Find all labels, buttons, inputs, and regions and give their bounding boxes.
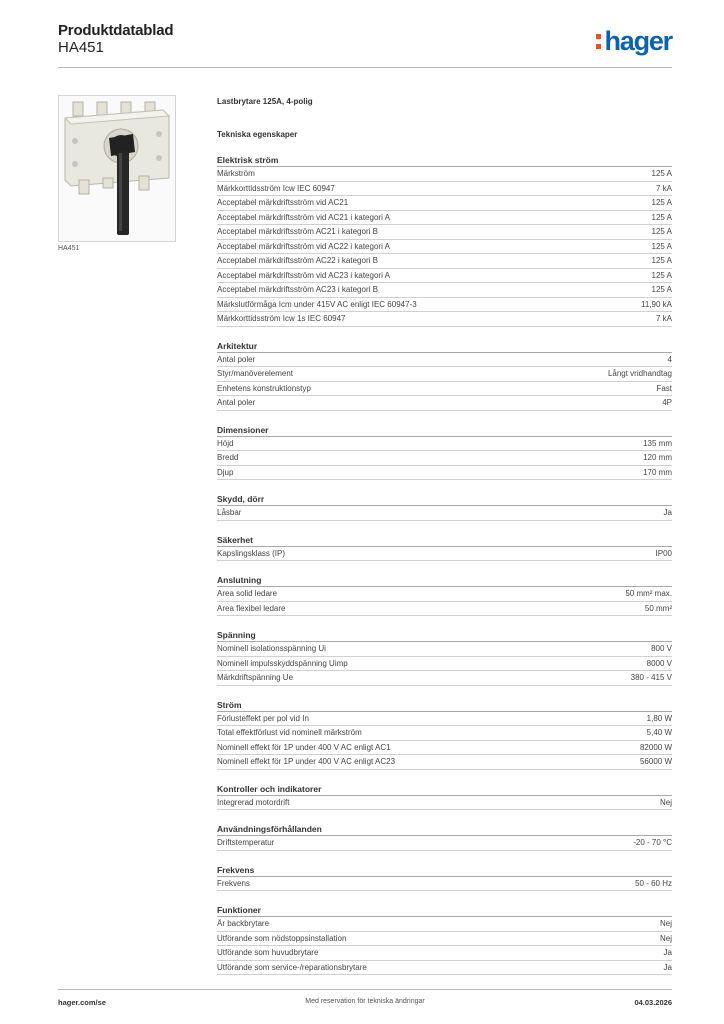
spec-value: 82000 W <box>639 742 672 752</box>
spec-section <box>217 154 672 327</box>
spec-value: 4 <box>667 354 672 364</box>
spec-section <box>217 493 672 521</box>
spec-section <box>217 534 672 562</box>
spec-value: 125 A <box>651 227 672 236</box>
spec-heading: Tekniska egenskaper <box>217 130 298 139</box>
spec-content <box>217 96 672 975</box>
spec-row <box>217 451 672 466</box>
spec-value: 1,80 W <box>646 713 672 723</box>
spec-row <box>217 946 672 961</box>
spec-row <box>217 396 672 411</box>
spec-value: 4P <box>662 398 672 407</box>
spec-value: Fast <box>656 383 672 393</box>
spec-value: 125 A <box>651 285 672 294</box>
section-title: Kontroller och indikatorer <box>217 783 672 796</box>
spec-value: 50 mm² max. <box>625 589 672 598</box>
section-title: Skydd, dörr <box>217 493 672 506</box>
section-title: Ström <box>217 699 672 712</box>
spec-value: 800 V <box>651 644 672 653</box>
spec-label: Acceptabel märkdriftsström vid AC23 i kategori A <box>217 270 390 280</box>
spec-value: 125 A <box>651 198 672 207</box>
spec-row <box>217 167 672 182</box>
spec-value: 125 A <box>651 169 672 178</box>
footer-date: 04.03.2026 <box>634 998 672 1007</box>
spec-label: Höjd <box>217 438 234 448</box>
spec-section <box>217 864 672 892</box>
spec-label: Acceptabel märkdriftsström vid AC21 <box>217 198 349 207</box>
spec-row <box>217 726 672 741</box>
spec-value: Nej <box>659 797 672 807</box>
spec-value: Långt vridhandtag <box>607 369 672 378</box>
spec-value: 8000 V <box>646 658 672 668</box>
spec-row <box>217 382 672 397</box>
section-title: Säkerhet <box>217 534 672 547</box>
spec-value: Ja <box>663 948 672 957</box>
product-code: HA451 <box>58 39 104 56</box>
spec-label: Utförande som service-/reparationsbrytare <box>217 962 367 972</box>
spec-row <box>217 877 672 892</box>
spec-label: Nominell effekt för 1P under 400 V AC enligt AC1 <box>217 742 391 752</box>
spec-label: Förlusteffekt per pol vid In <box>217 713 309 723</box>
spec-value: 125 A <box>651 241 672 251</box>
hager-logo <box>596 26 672 56</box>
page-header <box>58 22 672 70</box>
spec-row <box>217 353 672 368</box>
spec-value: 125 A <box>651 212 672 222</box>
spec-value: 125 A <box>651 256 672 265</box>
spec-value: Ja <box>663 962 672 972</box>
spec-row <box>217 602 672 617</box>
spec-value: Nej <box>659 919 672 928</box>
spec-label: Märkkorttidsström Icw 1s IEC 60947 <box>217 314 346 323</box>
spec-value: Nej <box>659 933 672 943</box>
spec-row <box>217 642 672 657</box>
section-title: Arkitektur <box>217 340 672 353</box>
spec-value: 120 mm <box>643 453 672 462</box>
spec-section <box>217 823 672 851</box>
section-title: Användningsförhållanden <box>217 823 672 836</box>
product-name: Lastbrytare 125A, 4-polig <box>217 97 313 106</box>
spec-label: Enhetens konstruktionstyp <box>217 383 311 393</box>
spec-row <box>217 269 672 284</box>
spec-label: Acceptabel märkdriftsström vid AC21 i kategori A <box>217 212 390 222</box>
spec-row <box>217 437 672 452</box>
spec-label: Area flexibel ledare <box>217 603 286 613</box>
spec-value: 380 - 415 V <box>630 673 672 682</box>
spec-value: -20 - 70 °C <box>633 838 672 847</box>
spec-section <box>217 340 672 411</box>
footer-divider <box>58 989 672 990</box>
spec-value: 5,40 W <box>646 728 672 737</box>
spec-label: Djup <box>217 467 234 477</box>
spec-label: Utförande som huvudbrytare <box>217 948 319 957</box>
spec-row <box>217 657 672 672</box>
spec-row <box>217 298 672 313</box>
spec-row <box>217 836 672 851</box>
logo-text: hager <box>604 26 672 56</box>
spec-value: 50 - 60 Hz <box>635 878 672 888</box>
spec-label: Märkström <box>217 169 255 178</box>
spec-section <box>217 904 672 975</box>
spec-section <box>217 629 672 686</box>
spec-row <box>217 755 672 770</box>
spec-sections <box>217 154 672 975</box>
spec-label: Acceptabel märkdriftsström vid AC22 i kategori A <box>217 241 390 251</box>
spec-row <box>217 225 672 240</box>
spec-label: Frekvens <box>217 878 250 888</box>
spec-label: Driftstemperatur <box>217 838 275 847</box>
footer-disclaimer: Med reservation för tekniska ändringar <box>305 998 425 1005</box>
load-switch-icon <box>59 96 175 241</box>
spec-section <box>217 783 672 811</box>
logo-dots-icon <box>596 31 602 51</box>
spec-row <box>217 196 672 211</box>
spec-label: Bredd <box>217 453 239 462</box>
spec-label: Acceptabel märkdriftsström AC21 i kategori B <box>217 227 378 236</box>
spec-row <box>217 506 672 521</box>
spec-label: Antal poler <box>217 398 256 407</box>
spec-section <box>217 699 672 770</box>
spec-row <box>217 796 672 811</box>
spec-row <box>217 961 672 976</box>
spec-label: Låsbar <box>217 508 242 517</box>
spec-label: Acceptabel märkdriftsström AC23 i kategori B <box>217 285 378 294</box>
spec-row <box>217 211 672 226</box>
spec-value: 125 A <box>651 270 672 280</box>
spec-label: Märkslutförmåga Icm under 415V AC enligt IEC 60947-3 <box>217 299 417 309</box>
spec-value: 50 mm² <box>644 603 672 613</box>
spec-value: 11,90 kA <box>641 299 672 309</box>
spec-row <box>217 712 672 727</box>
spec-row <box>217 917 672 932</box>
document-title: Produktdatablad <box>58 22 174 39</box>
spec-row <box>217 932 672 947</box>
footer-website: hager.com/se <box>58 998 106 1007</box>
spec-label: Integrerad motordrift <box>217 797 290 807</box>
header-divider <box>58 67 672 68</box>
spec-value: 7 kA <box>655 314 672 323</box>
image-caption: HA451 <box>58 245 80 252</box>
spec-label: Kapslingsklass (IP) <box>217 548 286 558</box>
section-title: Anslutning <box>217 574 672 587</box>
spec-label: Styr/manöverelement <box>217 369 294 378</box>
spec-section <box>217 424 672 481</box>
spec-value: 170 mm <box>643 467 672 477</box>
spec-row <box>217 367 672 382</box>
section-title: Frekvens <box>217 864 672 877</box>
spec-row <box>217 254 672 269</box>
section-title: Elektrisk ström <box>217 154 672 167</box>
spec-value: 56000 W <box>639 757 672 766</box>
spec-row <box>217 283 672 298</box>
spec-value: 135 mm <box>643 438 672 448</box>
spec-label: Acceptabel märkdriftsström AC22 i kategori B <box>217 256 378 265</box>
spec-row <box>217 587 672 602</box>
spec-label: Nominell impulsskyddspänning Uimp <box>217 658 348 668</box>
spec-label: Utförande som nödstoppsinstallation <box>217 933 347 943</box>
spec-label: Märkdriftspänning Ue <box>217 673 294 682</box>
spec-label: Total effektförlust vid nominell märkström <box>217 728 362 737</box>
spec-label: Märkkorttidsström Icw IEC 60947 <box>217 183 335 193</box>
product-image <box>58 95 176 242</box>
spec-value: 7 kA <box>655 183 672 193</box>
spec-row <box>217 312 672 327</box>
spec-row <box>217 182 672 197</box>
spec-row <box>217 466 672 481</box>
spec-value: IP00 <box>655 548 672 558</box>
section-title: Dimensioner <box>217 424 672 437</box>
spec-section <box>217 574 672 616</box>
spec-label: Är backbrytare <box>217 919 270 928</box>
spec-row <box>217 240 672 255</box>
section-title: Funktioner <box>217 904 672 917</box>
spec-label: Nominell isolationsspänning Ui <box>217 644 326 653</box>
spec-row <box>217 741 672 756</box>
spec-label: Nominell effekt för 1P under 400 V AC enligt AC23 <box>217 757 396 766</box>
section-title: Spänning <box>217 629 672 642</box>
spec-label: Area solid ledare <box>217 589 278 598</box>
spec-value: Ja <box>663 508 672 517</box>
spec-label: Antal poler <box>217 354 256 364</box>
spec-row <box>217 671 672 686</box>
page-footer <box>58 998 672 1010</box>
spec-row <box>217 547 672 562</box>
